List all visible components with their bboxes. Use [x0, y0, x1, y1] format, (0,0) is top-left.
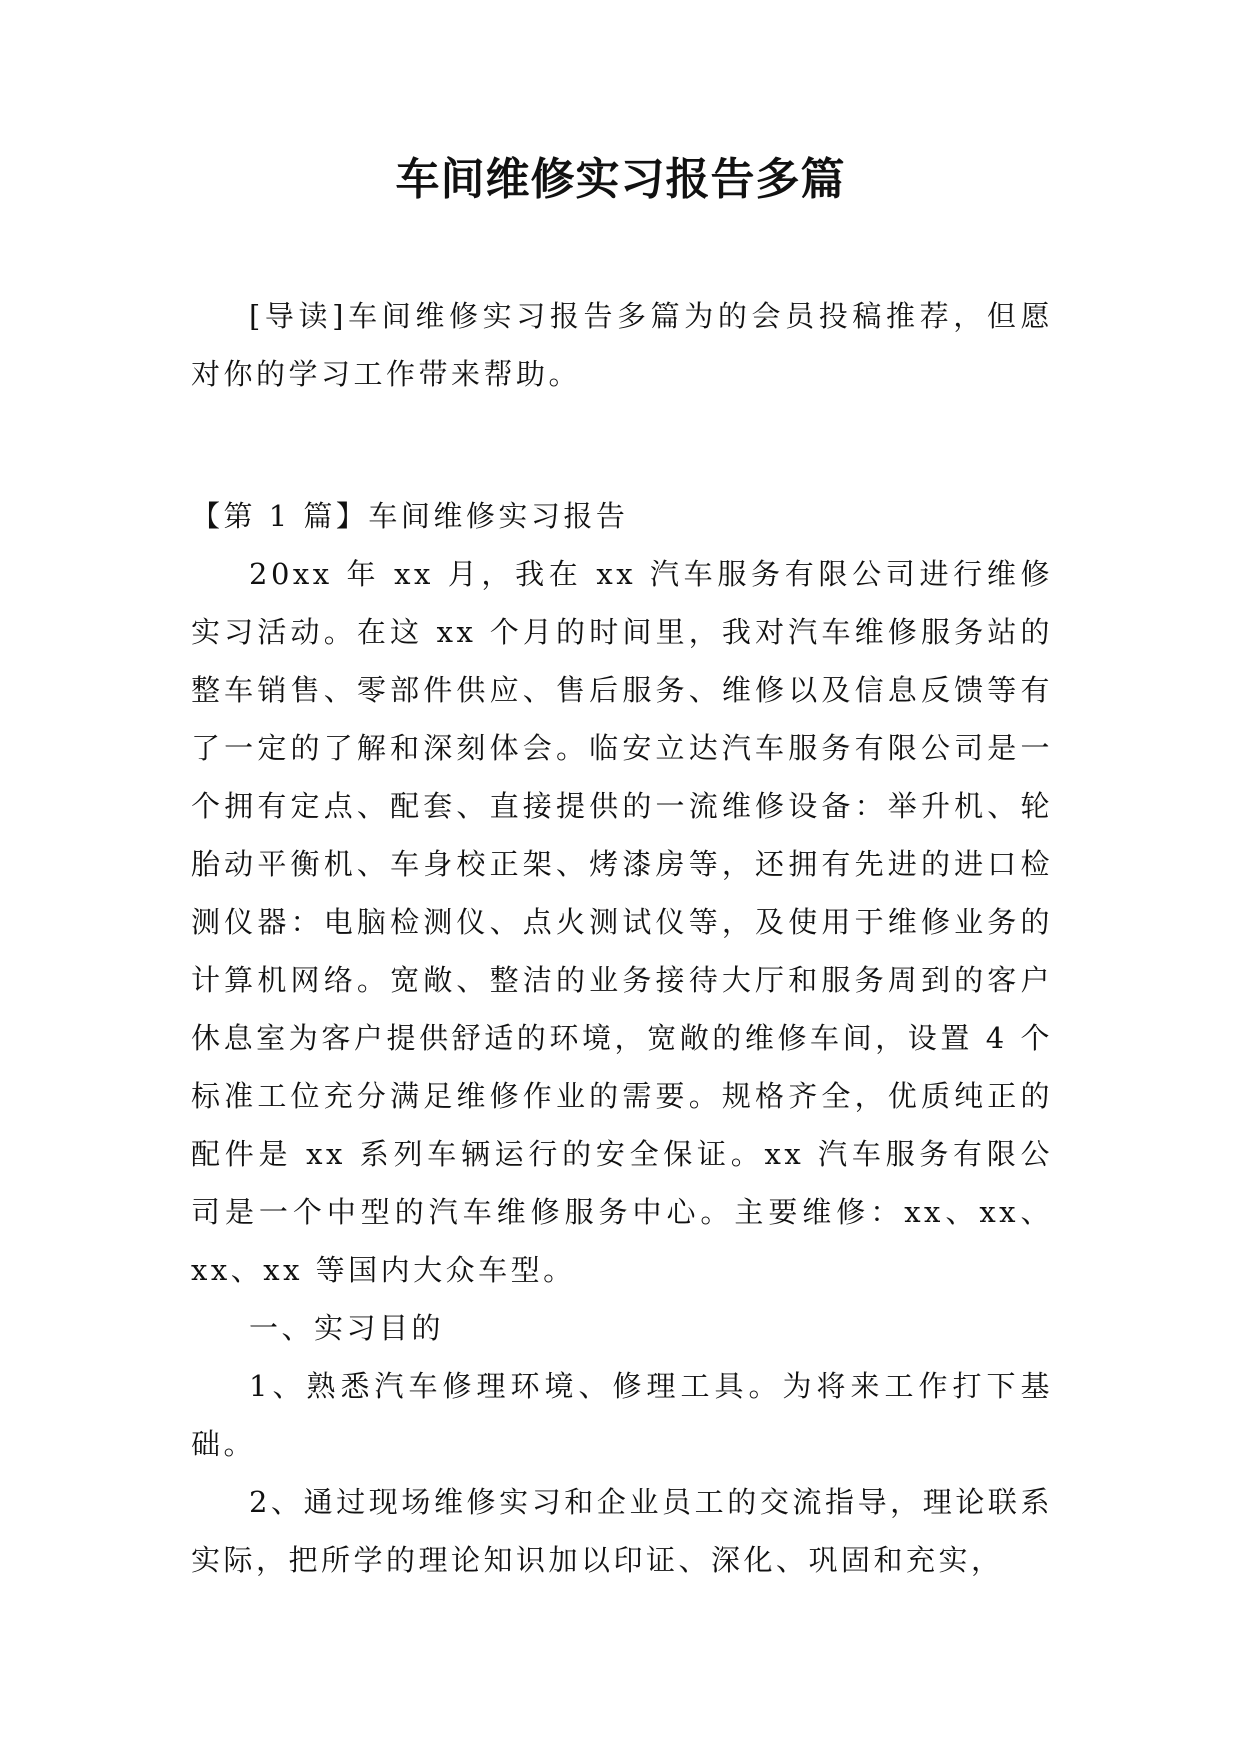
spacer — [191, 403, 1053, 487]
document-title: 车间维修实习报告多篇 — [395, 154, 846, 205]
lead-paragraph: [导读]车间维修实习报告多篇为的会员投稿推荐，但愿对你的学习工作带来帮助。 — [191, 299, 1053, 391]
body-paragraph: 1、熟悉汽车修理环境、修理工具。为将来工作打下基础。 — [191, 1369, 1053, 1461]
document-body — [191, 287, 1053, 1589]
body-paragraph: 2、通过现场维修实习和企业员工的交流指导，理论联系实际，把所学的理论知识加以印证、深化、巩固和充实， — [191, 1485, 1053, 1577]
section-heading: 【第 1 篇】车间维修实习报告 — [191, 499, 629, 533]
body-paragraph: 20xx 年 xx 月，我在 xx 汽车服务有限公司进行维修实习活动。在这 xx 个月的时间里，我对汽车维修服务站的整车销售、零部件供应、售后服务、维修以及信息反馈等有了一定的了解和深刻体会。临安立达汽车服务有限公司是一个拥有定点、配套、直接提供的一流维修设备：举升机、轮胎动平衡机、车身校正架、烤漆房等，还拥有先进的进口检测仪器：电脑检测仪、点火测试仪等，及使用于维修业务的计算机网络。宽敞、整洁的业务接待大厅和服务周到的客户休息室为客户提供舒适的环境，宽敞的维修车间，设置 4 个标准工位充分满足维修作业的需要。规格齐全，优质纯正的配件是 xx 系列车辆运行的安全保证。xx 汽车服务有限公司是一个中型的汽车维修服务中心。主要维修：xx、xx、xx、xx 等国内大众车型。 — [191, 557, 1053, 1287]
subheading: 一、实习目的 — [249, 1311, 445, 1345]
